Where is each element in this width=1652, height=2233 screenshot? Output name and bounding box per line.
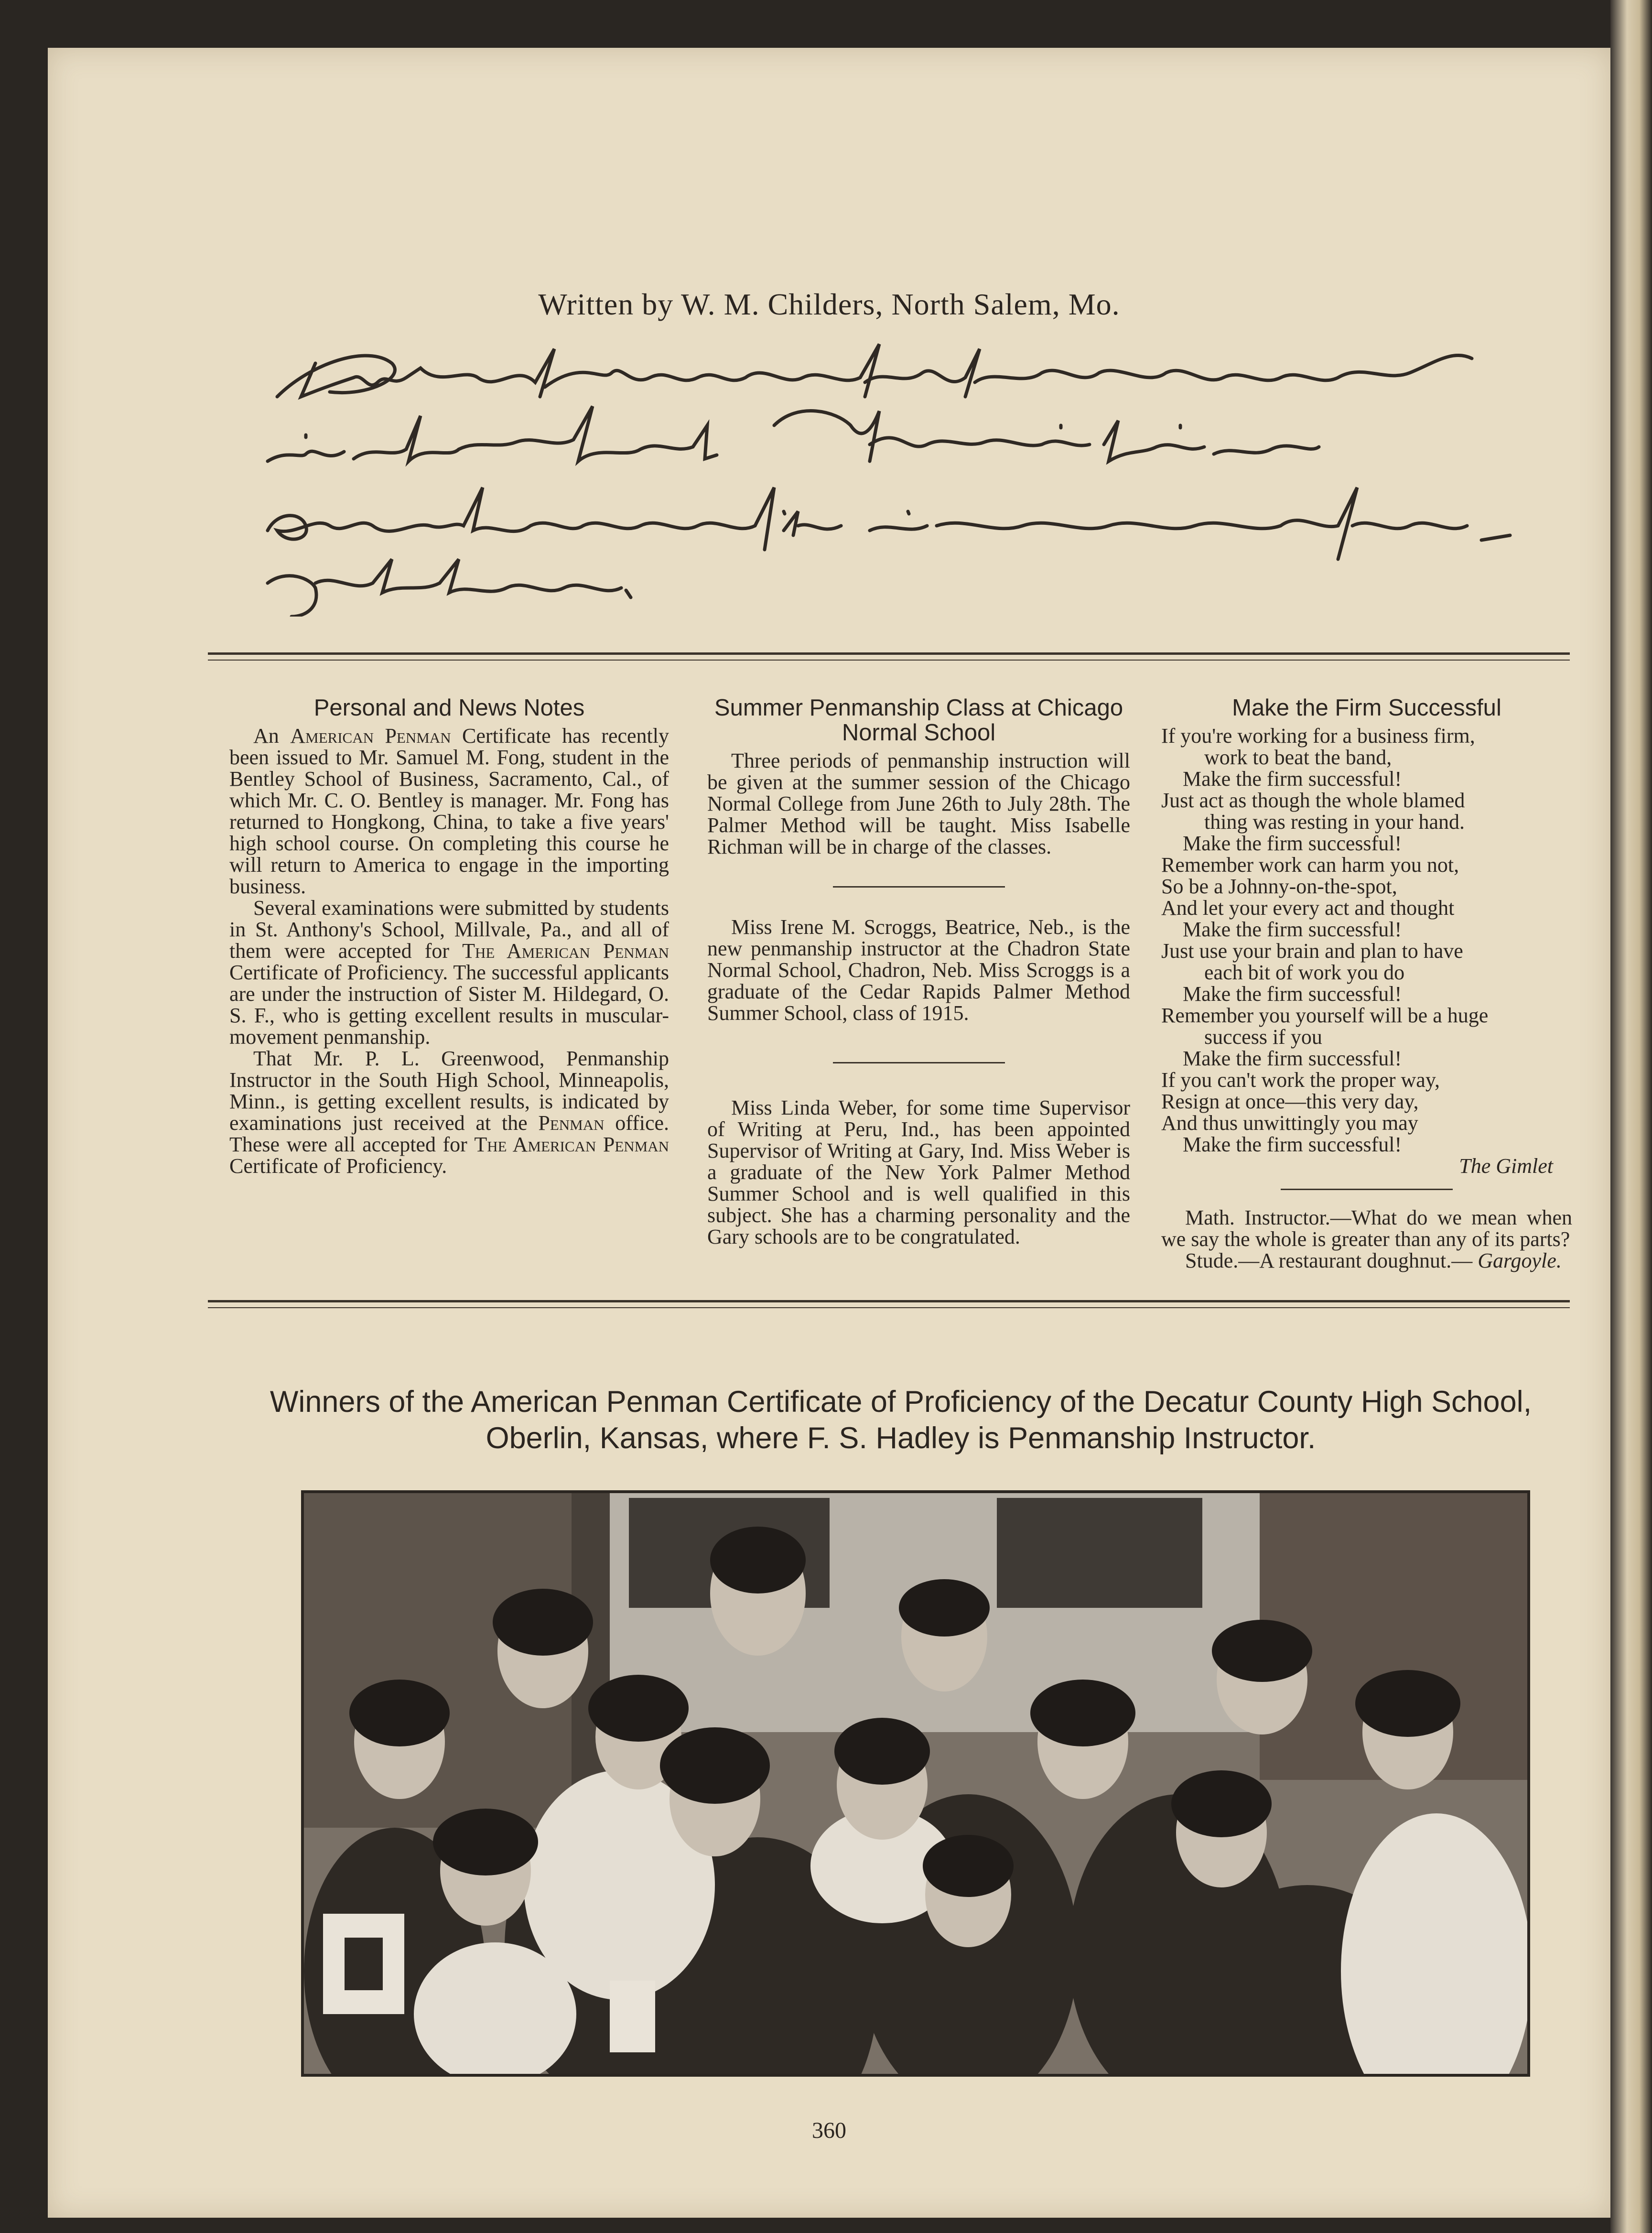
paragraph-joke: Math. Instructor.—What do we mean when we say the whole is greater than any of its parts? (1161, 1206, 1572, 1251)
script-drawing (248, 330, 1548, 617)
top-double-rule-thin (208, 660, 1570, 661)
poem (1161, 725, 1572, 1177)
poem-line: Just use your brain and plan to have (1161, 939, 1463, 963)
paragraph-greenwood: That Mr. P. L. Greenwood, Penmanship Instructor in the South High School, Minneapolis, Minn., is getting excellent results, is indicated by examinations just received at the Penman office. These were all accepted for The American Penman Certificate of Proficiency. (229, 1047, 669, 1178)
poem-line: Make the firm successful! (1183, 982, 1402, 1006)
poem-line: each bit of work you do (1204, 961, 1405, 984)
group-photo-drawing (304, 1493, 1527, 2074)
middle-double-rule (208, 1300, 1570, 1302)
paragraph-st-anthony: Several examinations were submitted by students in St. Anthony's School, Millvale, Pa., and all of them were accepted for The American Penman Certificate of Proficiency. The successful applicants are under the instruction of Sister M. Hildegard, O. S. F., who is getting excellent results in muscular-movement penmanship. (229, 896, 669, 1049)
top-double-rule (208, 652, 1570, 655)
paragraph-weber: Miss Linda Weber, for some time Supervisor of Writing at Peru, Ind., has been appointed Supervisor of Writing at Gary, Ind. Miss Weber is a graduate of the New York Palmer Method Summer School and is well qualified in this subject. She has a charming personality and the Gary schools are to be congratulated. (707, 1096, 1130, 1248)
column-summer-class (707, 695, 1130, 1247)
poem-line: work to beat the band, (1204, 746, 1392, 769)
poem-line: If you can't work the proper way, (1161, 1068, 1440, 1092)
photo-caption: Winners of the American Penman Certificate of Proficiency of the Decatur County High School, Oberlin, Kansas, where F. S. Hadley is Penmanship Instructor. (270, 1385, 1532, 1455)
poem-line: Make the firm successful! (1183, 918, 1402, 941)
poem-line: So be a Johnny-on-the-spot, (1161, 875, 1397, 898)
poem-line: And thus unwittingly you may (1161, 1111, 1418, 1135)
poem-line: Remember work can harm you not, (1161, 853, 1459, 877)
poem-line: If you're working for a business firm, (1161, 724, 1475, 748)
poem-line: Make the firm successful! (1183, 767, 1402, 791)
poem-line: Resign at once—this very day, (1161, 1090, 1419, 1113)
binding-edge (1610, 0, 1652, 2233)
group-photo (301, 1490, 1530, 2077)
poem-line: And let your every act and thought (1161, 896, 1455, 920)
paragraph-joke-answer: Stude.—A restaurant doughnut.— Gargoyle. (1185, 1249, 1562, 1272)
paragraph-fong: An American Penman Certificate has recently been issued to Mr. Samuel M. Fong, student in the Bentley School of Business, Sacramento, Cal., of which Mr. C. O. Bentley is manager. Mr. Fong has returned to Hongkong, China, to take a five years' high school course. On completing this course he will return to America to engage in the importing business. (229, 724, 669, 898)
column-personal-news-notes (229, 695, 669, 1177)
poem-line: Make the firm successful! (1183, 832, 1402, 855)
paragraph-chicago-normal: Three periods of penmanship instruction will be given at the summer session of the Chicago Normal College from June 26th to July 28th. The Palmer Method will be taught. Miss Isabelle Richman will be in charge of the classes. (707, 749, 1130, 858)
poem-line: Make the firm successful! (1183, 1047, 1402, 1070)
divider (1281, 1189, 1453, 1190)
divider (833, 1062, 1005, 1063)
poem-line: thing was resting in your hand. (1204, 810, 1465, 834)
page (48, 48, 1610, 2218)
heading-personal-news-notes: Personal and News Notes (313, 695, 585, 721)
poem-line: success if you (1204, 1025, 1322, 1049)
heading-summer-class: Summer Penmanship Class at Chicago Normal School (714, 695, 1123, 746)
column-make-firm-successful (1161, 695, 1572, 1271)
divider (833, 886, 1005, 888)
poem-line: Remember you yourself will be a huge (1161, 1004, 1489, 1027)
poem-credit: The Gimlet (1459, 1154, 1553, 1178)
attribution: Written by W. M. Childers, North Salem, Mo. (538, 287, 1120, 321)
paragraph-scroggs: Miss Irene M. Scroggs, Beatrice, Neb., is the new penmanship instructor at the Chadron State Normal School, Chadron, Neb. Miss Scroggs is a graduate of the Cedar Rapids Palmer Method Summer School, class of 1915. (707, 915, 1130, 1025)
heading-make-firm-successful: Make the Firm Successful (1232, 695, 1501, 721)
poem-line: Make the firm successful! (1183, 1133, 1402, 1156)
handwritten-script (248, 330, 1548, 617)
poem-line: Just act as though the whole blamed (1161, 789, 1465, 812)
page-number: 360 (812, 2118, 846, 2143)
middle-double-rule-thin (208, 1307, 1570, 1308)
